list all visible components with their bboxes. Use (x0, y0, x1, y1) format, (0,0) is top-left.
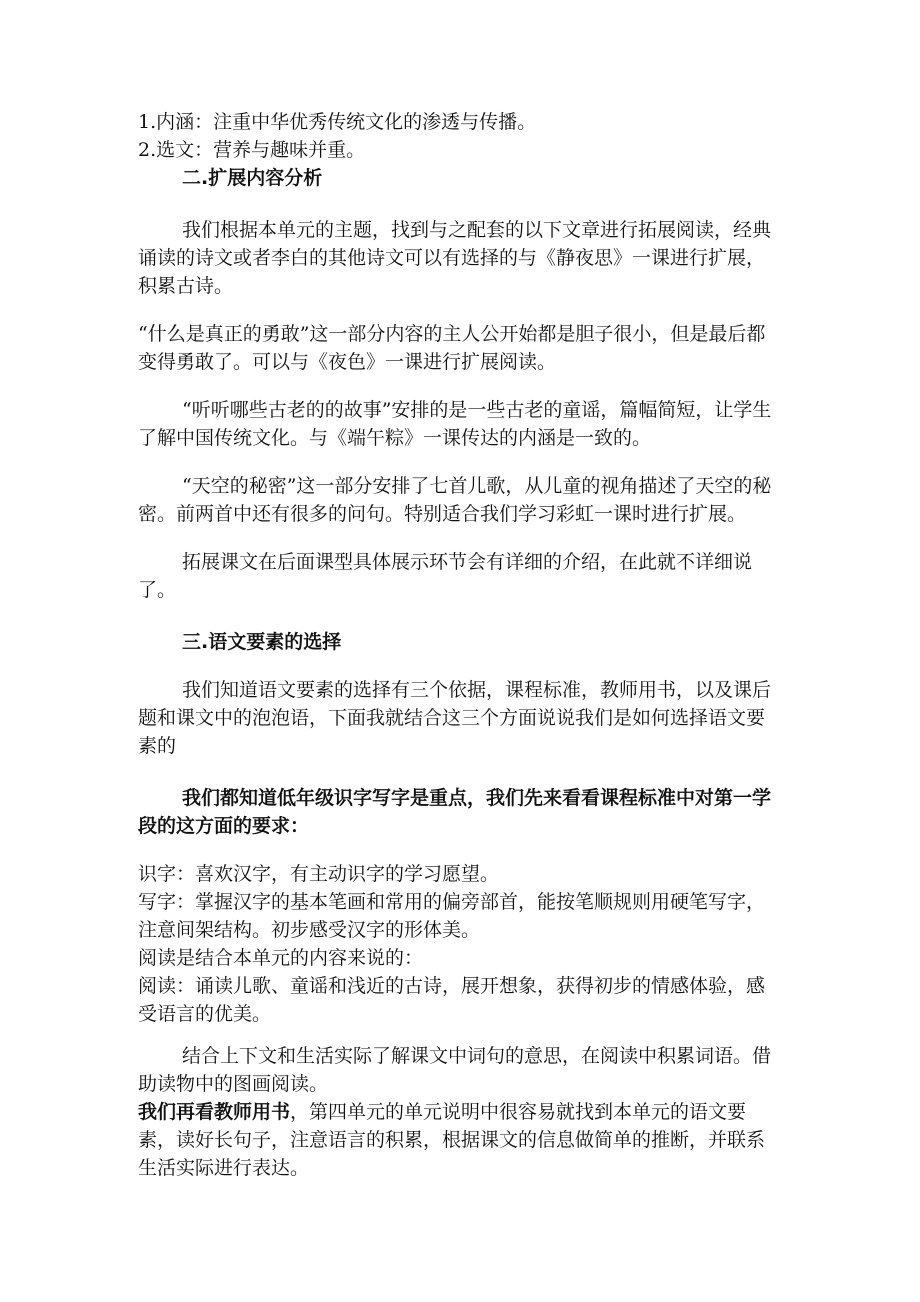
requirement-writing: 写字：掌握汉字的基本笔画和常用的偏旁部首，能按笔顺规则用硬笔写字，注意间架结构。初步感受汉字的形体美。 (138, 891, 766, 941)
list-item-connotation: 1.内涵：注重中华优秀传统文化的渗透与传播。 (138, 111, 537, 133)
teacher-book-rest: ，第四单元的单元说明中很容易就找到本单元的语文要素，读好长句子，注意语言的积累，根据课文的信息做简单的推断，并联系生活实际进行表达。 (138, 1101, 766, 1179)
document-page (138, 108, 778, 1182)
paragraph-teacher-book (138, 1098, 778, 1182)
paragraph-context-meaning: 结合上下文和生活实际了解课文中词句的意思，在阅读中积累词语。借助读物中的图画阅读。 (138, 1045, 772, 1095)
paragraph-courage: “什么是真正的勇敢”这一部分内容的主人公开始都是胆子很小，但是最后都变得勇敢了。可以与《夜色》一课进行扩展阅读。 (138, 323, 766, 373)
reading-intro: 阅读是结合本单元的内容来说的： (138, 947, 424, 969)
list-item-selection: 2.选文：营养与趣味并重。 (138, 139, 366, 161)
paragraph-old-stories: “听听哪些古老的的故事”安排的是一些古老的童谣，篇幅简短，让学生了解中国传统文化。与《端午粽》一课传达的内涵是一致的。 (138, 399, 772, 449)
paragraph-sky-secret: “天空的秘密”这一部分安排了七首儿歌，从儿童的视角描述了天空的秘密。前两首中还有很多的问句。特别适合我们学习彩虹一课时进行扩展。 (138, 475, 772, 525)
paragraph-extension-reading: 我们根据本单元的主题，找到与之配套的以下文章进行拓展阅读，经典诵读的诗文或者李白的其他诗文可以有选择的与《静夜思》一课进行扩展，积累古诗。 (138, 219, 772, 297)
paragraph-element-basis: 我们知道语文要素的选择有三个依据，课程标准，教师用书，以及课后题和课文中的泡泡语，下面我就结合这三个方面说说我们是如何选择语文要素的 (138, 679, 772, 757)
requirement-literacy: 识字：喜欢汉字，有主动识字的学习愿望。 (138, 863, 500, 885)
paragraph-later-detail: 拓展课文在后面课型具体展示环节会有详细的介绍，在此就不详细说了。 (138, 551, 753, 601)
teacher-book-lead: 我们再看教师用书 (138, 1101, 291, 1123)
requirement-reading: 阅读：诵读儿歌、童谣和浅近的古诗，展开想象，获得初步的情感体验，感受语言的优美。 (138, 975, 766, 1025)
paragraph-curriculum-standard: 我们都知道低年级识字写字是重点，我们先来看看课程标准中对第一学段的这方面的要求： (138, 787, 772, 837)
section-heading-extension: 二.扩展内容分析 (182, 167, 323, 189)
section-heading-elements: 三.语文要素的选择 (182, 631, 342, 653)
